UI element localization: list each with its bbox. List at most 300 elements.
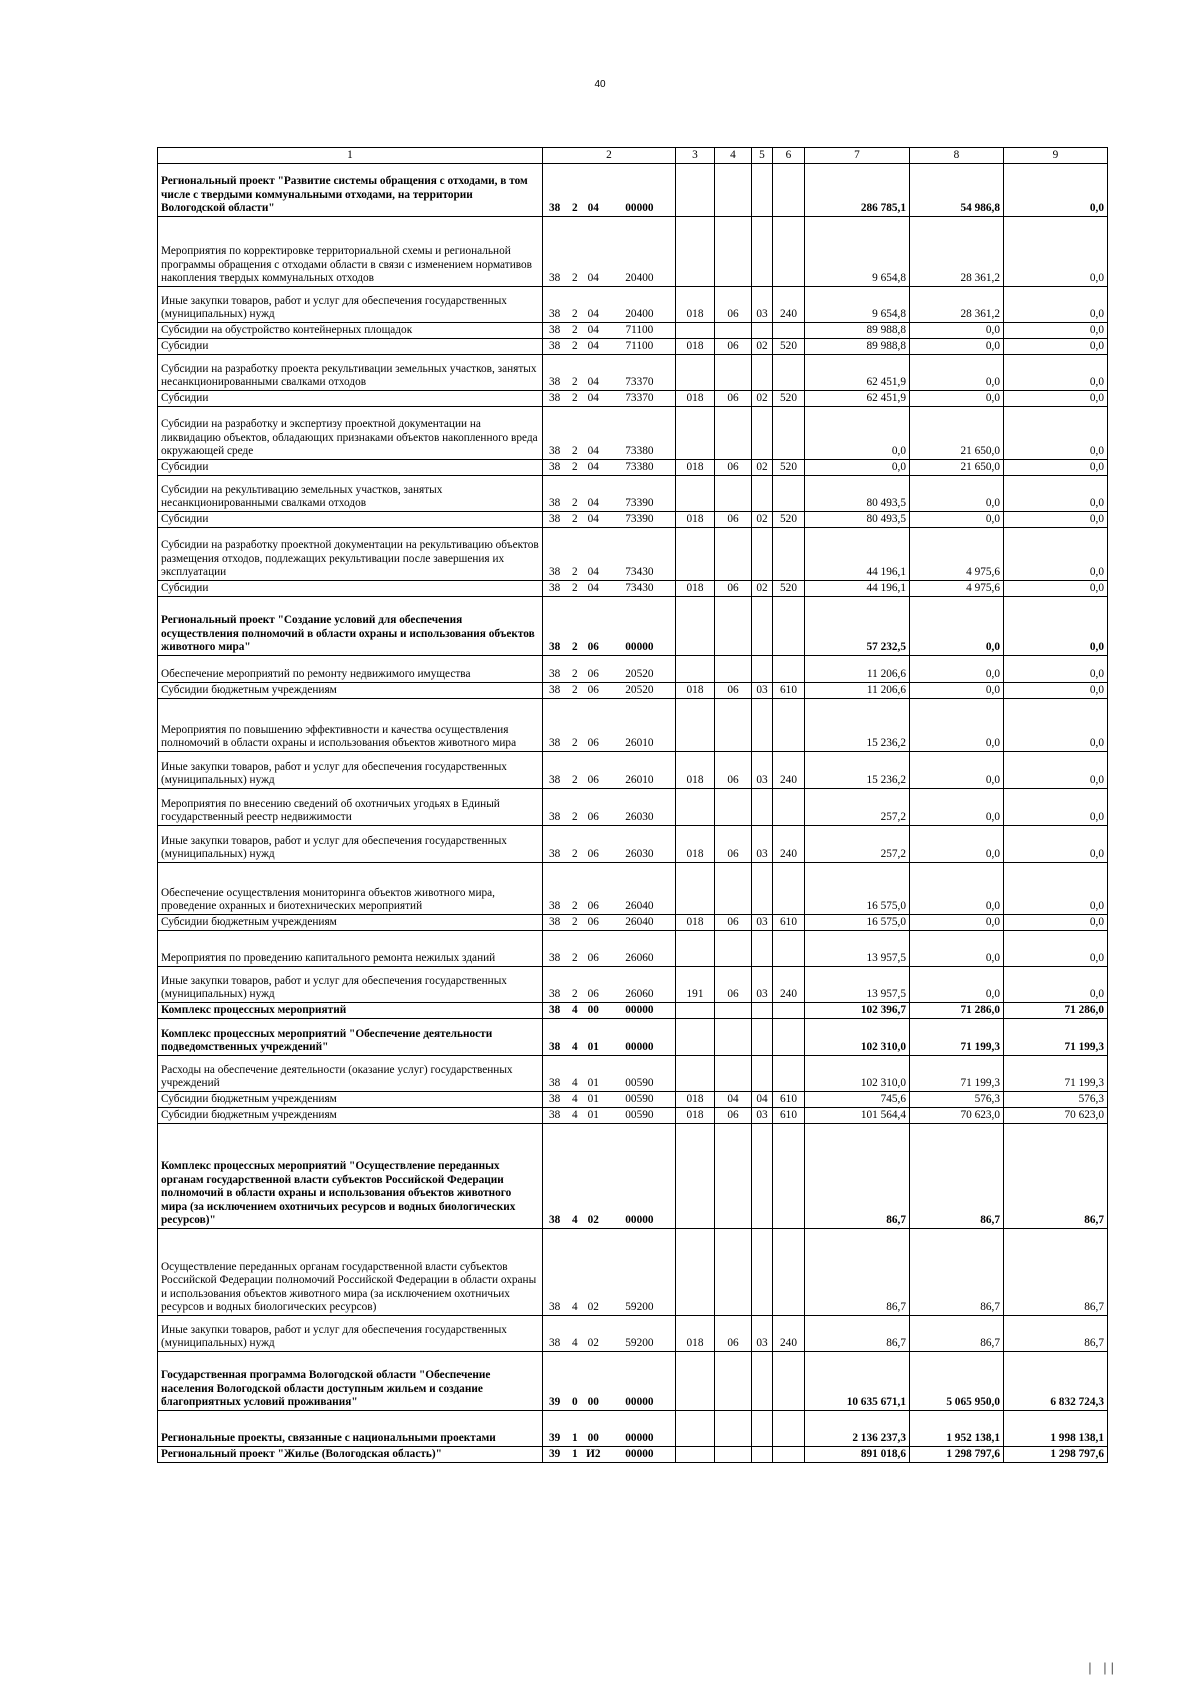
table-row (158, 789, 1108, 826)
row-name: Иные закупки товаров, работ и услуг для обеспечения государственных (муниципальных) нужд (158, 752, 543, 789)
target-article-code (543, 323, 676, 339)
ministry-code (676, 476, 715, 512)
table-row (158, 476, 1108, 512)
code-part-k1: 38 (549, 376, 561, 389)
section-code: 06 (715, 1316, 752, 1352)
expense-type-code: 610 (773, 683, 805, 699)
expense-type-code: 240 (773, 967, 805, 1003)
header-cell: 5 (752, 148, 773, 164)
expense-type-code (773, 699, 805, 752)
code-part-k2: 2 (572, 774, 578, 787)
table-row (158, 391, 1108, 407)
ministry-code (676, 1411, 715, 1447)
subsection-code: 03 (752, 1108, 773, 1124)
amount-col7: 86,7 (805, 1316, 910, 1352)
code-part-k1: 39 (549, 1432, 561, 1445)
code-part-k1: 38 (549, 308, 561, 321)
target-article-code (543, 656, 676, 683)
target-article-code (543, 699, 676, 752)
code-part-k4: 26040 (625, 900, 654, 913)
target-article-code (543, 460, 676, 476)
table-row (158, 460, 1108, 476)
amount-col9: 0,0 (1004, 407, 1108, 460)
code-part-k4: 26030 (625, 848, 654, 861)
code-part-k3: 04 (587, 445, 599, 458)
subsection-code (752, 1229, 773, 1316)
code-part-k2: 2 (572, 376, 578, 389)
amount-col9: 0,0 (1004, 512, 1108, 528)
expense-type-code (773, 789, 805, 826)
subsection-code (752, 323, 773, 339)
code-part-k4: 00590 (625, 1109, 654, 1122)
row-name: Субсидии (158, 512, 543, 528)
expense-type-code (773, 323, 805, 339)
amount-col7: 15 236,2 (805, 752, 910, 789)
expense-type-code: 610 (773, 1108, 805, 1124)
amount-col8: 0,0 (910, 355, 1004, 391)
amount-col7: 891 018,6 (805, 1447, 910, 1463)
row-name: Комплекс процессных мероприятий (158, 1003, 543, 1019)
table-row (158, 1092, 1108, 1108)
code-part-k4: 59200 (625, 1301, 654, 1314)
row-name: Иные закупки товаров, работ и услуг для обеспечения государственных (муниципальных) нужд (158, 1316, 543, 1352)
ministry-code: 018 (676, 339, 715, 355)
code-part-k1: 39 (549, 1448, 561, 1461)
amount-col7: 13 957,5 (805, 931, 910, 967)
row-name: Субсидии на разработку и экспертизу проектной документации на ликвидацию объектов, обладающих признаками объектов накопленного вреда окружающей среде (158, 407, 543, 460)
expense-type-code (773, 1003, 805, 1019)
subsection-code (752, 1019, 773, 1056)
code-part-k3: 04 (587, 582, 599, 595)
amount-col8: 21 650,0 (910, 407, 1004, 460)
amount-col7: 11 206,6 (805, 656, 910, 683)
table-row (158, 323, 1108, 339)
table-row (158, 1411, 1108, 1447)
amount-col7: 10 635 671,1 (805, 1352, 910, 1411)
row-name: Мероприятия по повышению эффективности и качества осуществления полномочий в области охраны и использования объектов животного мира (158, 699, 543, 752)
code-part-k1: 38 (549, 737, 561, 750)
code-part-k2: 4 (572, 1214, 578, 1227)
amount-col9: 0,0 (1004, 597, 1108, 656)
amount-col9: 0,0 (1004, 355, 1108, 391)
code-part-k3: 04 (587, 513, 599, 526)
amount-col8: 0,0 (910, 789, 1004, 826)
ministry-code (676, 1003, 715, 1019)
ministry-code (676, 407, 715, 460)
expense-type-code: 240 (773, 826, 805, 863)
ministry-code (676, 528, 715, 581)
amount-col8: 0,0 (910, 323, 1004, 339)
amount-col7: 102 396,7 (805, 1003, 910, 1019)
code-part-k3: 06 (587, 988, 599, 1001)
code-part-k1: 38 (549, 811, 561, 824)
code-part-k1: 38 (549, 900, 561, 913)
code-part-k4: 00000 (625, 1432, 654, 1445)
amount-col9: 0,0 (1004, 915, 1108, 931)
amount-col8: 0,0 (910, 699, 1004, 752)
ministry-code (676, 355, 715, 391)
target-article-code (543, 1019, 676, 1056)
amount-col9: 0,0 (1004, 789, 1108, 826)
expense-type-code (773, 1411, 805, 1447)
amount-col9: 0,0 (1004, 683, 1108, 699)
table-row (158, 1056, 1108, 1092)
amount-col7: 13 957,5 (805, 967, 910, 1003)
row-name: Субсидии бюджетным учреждениям (158, 1092, 543, 1108)
code-part-k3: 01 (587, 1093, 599, 1106)
code-part-k3: 00 (587, 1004, 599, 1017)
row-name: Субсидии на разработку проектной документации на рекультивацию объектов размещения отходов, подлежащих рекультивации после завершения их эксплуатации (158, 528, 543, 581)
amount-col9: 0,0 (1004, 967, 1108, 1003)
amount-col7: 89 988,8 (805, 323, 910, 339)
target-article-code (543, 217, 676, 287)
target-article-code (543, 1316, 676, 1352)
target-article-code (543, 1108, 676, 1124)
amount-col7: 257,2 (805, 789, 910, 826)
subsection-code (752, 1411, 773, 1447)
section-code: 06 (715, 826, 752, 863)
table-row (158, 683, 1108, 699)
expense-type-code: 610 (773, 915, 805, 931)
subsection-code (752, 789, 773, 826)
row-name: Субсидии бюджетным учреждениям (158, 683, 543, 699)
code-part-k2: 2 (572, 641, 578, 654)
section-code (715, 931, 752, 967)
target-article-code (543, 683, 676, 699)
section-code: 06 (715, 460, 752, 476)
row-name: Государственная программа Вологодской области "Обеспечение населения Вологодской области доступным жильем и создание благоприятных условий проживания" (158, 1352, 543, 1411)
table-row (158, 915, 1108, 931)
table-row (158, 1108, 1108, 1124)
table-row (158, 863, 1108, 915)
target-article-code (543, 1056, 676, 1092)
code-part-k4: 00000 (625, 1448, 654, 1461)
target-article-code (543, 826, 676, 863)
code-part-k3: 06 (587, 848, 599, 861)
amount-col8: 576,3 (910, 1092, 1004, 1108)
ministry-code (676, 789, 715, 826)
section-code (715, 407, 752, 460)
row-name: Региональный проект "Развитие системы обращения с отходами, в том числе с твердыми коммунальными отходами, на территории Вологодской области" (158, 164, 543, 217)
ministry-code (676, 1352, 715, 1411)
subsection-code: 03 (752, 826, 773, 863)
section-code: 06 (715, 287, 752, 323)
amount-col8: 1 298 797,6 (910, 1447, 1004, 1463)
code-part-k1: 38 (549, 916, 561, 929)
code-part-k4: 73430 (625, 582, 654, 595)
amount-col7: 102 310,0 (805, 1019, 910, 1056)
code-part-k3: 06 (587, 737, 599, 750)
header-cell: 1 (158, 148, 543, 164)
row-name: Субсидии на разработку проекта рекультивации земельных участков, занятых несанкционированными свалками отходов (158, 355, 543, 391)
row-name: Региональный проект "Создание условий для обеспечения осуществления полномочий в области охраны и использования объектов животного мира" (158, 597, 543, 656)
header-cell: 4 (715, 148, 752, 164)
expense-type-code: 610 (773, 1092, 805, 1108)
code-part-k1: 38 (549, 848, 561, 861)
code-part-k2: 2 (572, 900, 578, 913)
target-article-code (543, 476, 676, 512)
amount-col7: 745,6 (805, 1092, 910, 1108)
code-part-k3: 02 (587, 1337, 599, 1350)
ministry-code: 018 (676, 826, 715, 863)
target-article-code (543, 1447, 676, 1463)
expense-type-code: 520 (773, 391, 805, 407)
table-body (158, 148, 1108, 1463)
header-cell: 9 (1004, 148, 1108, 164)
table-row (158, 1019, 1108, 1056)
code-part-k3: 04 (587, 272, 599, 285)
code-part-k4: 00000 (625, 1041, 654, 1054)
section-code (715, 1447, 752, 1463)
code-part-k3: 02 (587, 1301, 599, 1314)
row-name: Региональный проект "Жилье (Вологодская область)" (158, 1447, 543, 1463)
amount-col7: 15 236,2 (805, 699, 910, 752)
code-part-k4: 71100 (625, 340, 654, 353)
ministry-code: 018 (676, 391, 715, 407)
subsection-code: 02 (752, 460, 773, 476)
table-row (158, 1352, 1108, 1411)
code-part-k4: 00000 (625, 641, 654, 654)
code-part-k2: 2 (572, 324, 578, 337)
section-code (715, 1056, 752, 1092)
amount-col7: 62 451,9 (805, 391, 910, 407)
code-part-k3: 04 (587, 392, 599, 405)
ministry-code (676, 699, 715, 752)
expense-type-code (773, 1352, 805, 1411)
code-part-k1: 38 (549, 1337, 561, 1350)
section-code (715, 597, 752, 656)
code-part-k4: 73430 (625, 566, 654, 579)
amount-col8: 86,7 (910, 1229, 1004, 1316)
amount-col8: 5 065 950,0 (910, 1352, 1004, 1411)
row-name: Обеспечение осуществления мониторинга объектов животного мира, проведение охранных и биотехнических мероприятий (158, 863, 543, 915)
row-name: Мероприятия по проведению капитального ремонта нежилых зданий (158, 931, 543, 967)
code-part-k2: 4 (572, 1077, 578, 1090)
expense-type-code: 240 (773, 1316, 805, 1352)
code-part-k3: 02 (587, 1214, 599, 1227)
code-part-k3: 00 (587, 1432, 599, 1445)
subsection-code (752, 699, 773, 752)
amount-col7: 2 136 237,3 (805, 1411, 910, 1447)
subsection-code (752, 1124, 773, 1229)
table-row (158, 339, 1108, 355)
section-code (715, 1124, 752, 1229)
target-article-code (543, 752, 676, 789)
table-row (158, 967, 1108, 1003)
header-cell: 3 (676, 148, 715, 164)
row-name: Субсидии бюджетным учреждениям (158, 915, 543, 931)
ministry-code: 018 (676, 915, 715, 931)
section-code: 06 (715, 915, 752, 931)
subsection-code: 02 (752, 512, 773, 528)
target-article-code (543, 287, 676, 323)
amount-col7: 86,7 (805, 1124, 910, 1229)
code-part-k2: 2 (572, 202, 578, 215)
subsection-code (752, 407, 773, 460)
amount-col9: 70 623,0 (1004, 1108, 1108, 1124)
target-article-code (543, 863, 676, 915)
amount-col8: 0,0 (910, 826, 1004, 863)
amount-col8: 71 286,0 (910, 1003, 1004, 1019)
amount-col8: 0,0 (910, 931, 1004, 967)
subsection-code: 02 (752, 581, 773, 597)
code-part-k3: 01 (587, 1041, 599, 1054)
code-part-k4: 20400 (625, 272, 654, 285)
table-row (158, 1316, 1108, 1352)
amount-col9: 86,7 (1004, 1229, 1108, 1316)
code-part-k2: 4 (572, 1337, 578, 1350)
code-part-k2: 4 (572, 1109, 578, 1122)
code-part-k2: 4 (572, 1004, 578, 1017)
amount-col9: 0,0 (1004, 752, 1108, 789)
code-part-k4: 73380 (625, 461, 654, 474)
target-article-code (543, 1003, 676, 1019)
section-code (715, 528, 752, 581)
target-article-code (543, 581, 676, 597)
code-part-k4: 26010 (625, 774, 654, 787)
target-article-code (543, 789, 676, 826)
amount-col8: 70 623,0 (910, 1108, 1004, 1124)
expense-type-code (773, 164, 805, 217)
code-part-k1: 38 (549, 1301, 561, 1314)
code-part-k2: 4 (572, 1093, 578, 1106)
ministry-code: 018 (676, 752, 715, 789)
code-part-k3: 04 (587, 497, 599, 510)
code-part-k2: 2 (572, 582, 578, 595)
expense-type-code: 520 (773, 581, 805, 597)
subsection-code: 03 (752, 287, 773, 323)
expense-type-code (773, 355, 805, 391)
ministry-code: 018 (676, 512, 715, 528)
corner-mark: | || (1088, 1660, 1118, 1675)
target-article-code (543, 1411, 676, 1447)
table-row (158, 1124, 1108, 1229)
table-row (158, 512, 1108, 528)
code-part-k2: 1 (572, 1432, 578, 1445)
target-article-code (543, 407, 676, 460)
amount-col7: 44 196,1 (805, 581, 910, 597)
amount-col9: 0,0 (1004, 391, 1108, 407)
amount-col7: 0,0 (805, 407, 910, 460)
section-code (715, 323, 752, 339)
section-code (715, 1352, 752, 1411)
amount-col9: 1 298 797,6 (1004, 1447, 1108, 1463)
subsection-code: 03 (752, 752, 773, 789)
ministry-code (676, 323, 715, 339)
code-part-k1: 38 (549, 513, 561, 526)
ministry-code: 018 (676, 1092, 715, 1108)
code-part-k1: 38 (549, 1041, 561, 1054)
amount-col8: 0,0 (910, 752, 1004, 789)
code-part-k4: 00000 (625, 202, 654, 215)
code-part-k1: 38 (549, 641, 561, 654)
amount-col9: 0,0 (1004, 863, 1108, 915)
row-name: Региональные проекты, связанные с национальными проектами (158, 1411, 543, 1447)
table-row (158, 581, 1108, 597)
page-number: 40 (594, 79, 606, 90)
code-part-k3: 04 (587, 324, 599, 337)
code-part-k2: 2 (572, 308, 578, 321)
expense-type-code: 520 (773, 460, 805, 476)
amount-col7: 89 988,8 (805, 339, 910, 355)
amount-col9: 0,0 (1004, 699, 1108, 752)
amount-col7: 286 785,1 (805, 164, 910, 217)
target-article-code (543, 1229, 676, 1316)
amount-col9: 0,0 (1004, 287, 1108, 323)
section-code (715, 699, 752, 752)
code-part-k2: 2 (572, 737, 578, 750)
ministry-code (676, 217, 715, 287)
header-cell: 2 (543, 148, 676, 164)
code-part-k2: 2 (572, 811, 578, 824)
target-article-code (543, 164, 676, 217)
amount-col9: 576,3 (1004, 1092, 1108, 1108)
code-part-k2: 2 (572, 684, 578, 697)
expense-type-code (773, 597, 805, 656)
code-part-k4: 26010 (625, 737, 654, 750)
code-part-k2: 2 (572, 497, 578, 510)
row-name: Субсидии (158, 460, 543, 476)
amount-col8: 0,0 (910, 476, 1004, 512)
code-part-k4: 26060 (625, 952, 654, 965)
section-code (715, 1411, 752, 1447)
expense-type-code (773, 863, 805, 915)
table-row (158, 407, 1108, 460)
section-code: 06 (715, 339, 752, 355)
code-part-k1: 38 (549, 1093, 561, 1106)
table-row (158, 1229, 1108, 1316)
row-name: Обеспечение мероприятий по ремонту недвижимого имущества (158, 656, 543, 683)
amount-col8: 0,0 (910, 597, 1004, 656)
header-cell: 8 (910, 148, 1004, 164)
ministry-code (676, 863, 715, 915)
subsection-code (752, 217, 773, 287)
row-name: Иные закупки товаров, работ и услуг для обеспечения государственных (муниципальных) нужд (158, 967, 543, 1003)
amount-col8: 71 199,3 (910, 1056, 1004, 1092)
code-part-k3: 01 (587, 1077, 599, 1090)
subsection-code (752, 528, 773, 581)
row-name: Субсидии на обустройство контейнерных площадок (158, 323, 543, 339)
expense-type-code (773, 528, 805, 581)
row-name: Мероприятия по корректировке территориальной схемы и региональной программы обращения с отходами области в связи с изменением нормативов накопления твердых коммунальных отходов (158, 217, 543, 287)
amount-col9: 0,0 (1004, 931, 1108, 967)
code-part-k1: 38 (549, 668, 561, 681)
code-part-k3: 04 (587, 308, 599, 321)
target-article-code (543, 597, 676, 656)
subsection-code (752, 656, 773, 683)
row-name: Субсидии (158, 581, 543, 597)
code-part-k4: 26040 (625, 916, 654, 929)
section-code (715, 1019, 752, 1056)
subsection-code (752, 476, 773, 512)
code-part-k2: 2 (572, 445, 578, 458)
code-part-k2: 2 (572, 392, 578, 405)
code-part-k4: 00000 (625, 1396, 654, 1409)
code-part-k4: 20520 (625, 668, 654, 681)
row-name: Расходы на обеспечение деятельности (оказание услуг) государственных учреждений (158, 1056, 543, 1092)
code-part-k3: 04 (587, 376, 599, 389)
section-code (715, 355, 752, 391)
amount-col8: 4 975,6 (910, 581, 1004, 597)
amount-col8: 0,0 (910, 391, 1004, 407)
amount-col8: 28 361,2 (910, 217, 1004, 287)
amount-col9: 0,0 (1004, 528, 1108, 581)
code-part-k4: 73380 (625, 445, 654, 458)
ministry-code: 018 (676, 683, 715, 699)
amount-col9: 0,0 (1004, 656, 1108, 683)
code-part-k2: 2 (572, 988, 578, 1001)
target-article-code (543, 355, 676, 391)
